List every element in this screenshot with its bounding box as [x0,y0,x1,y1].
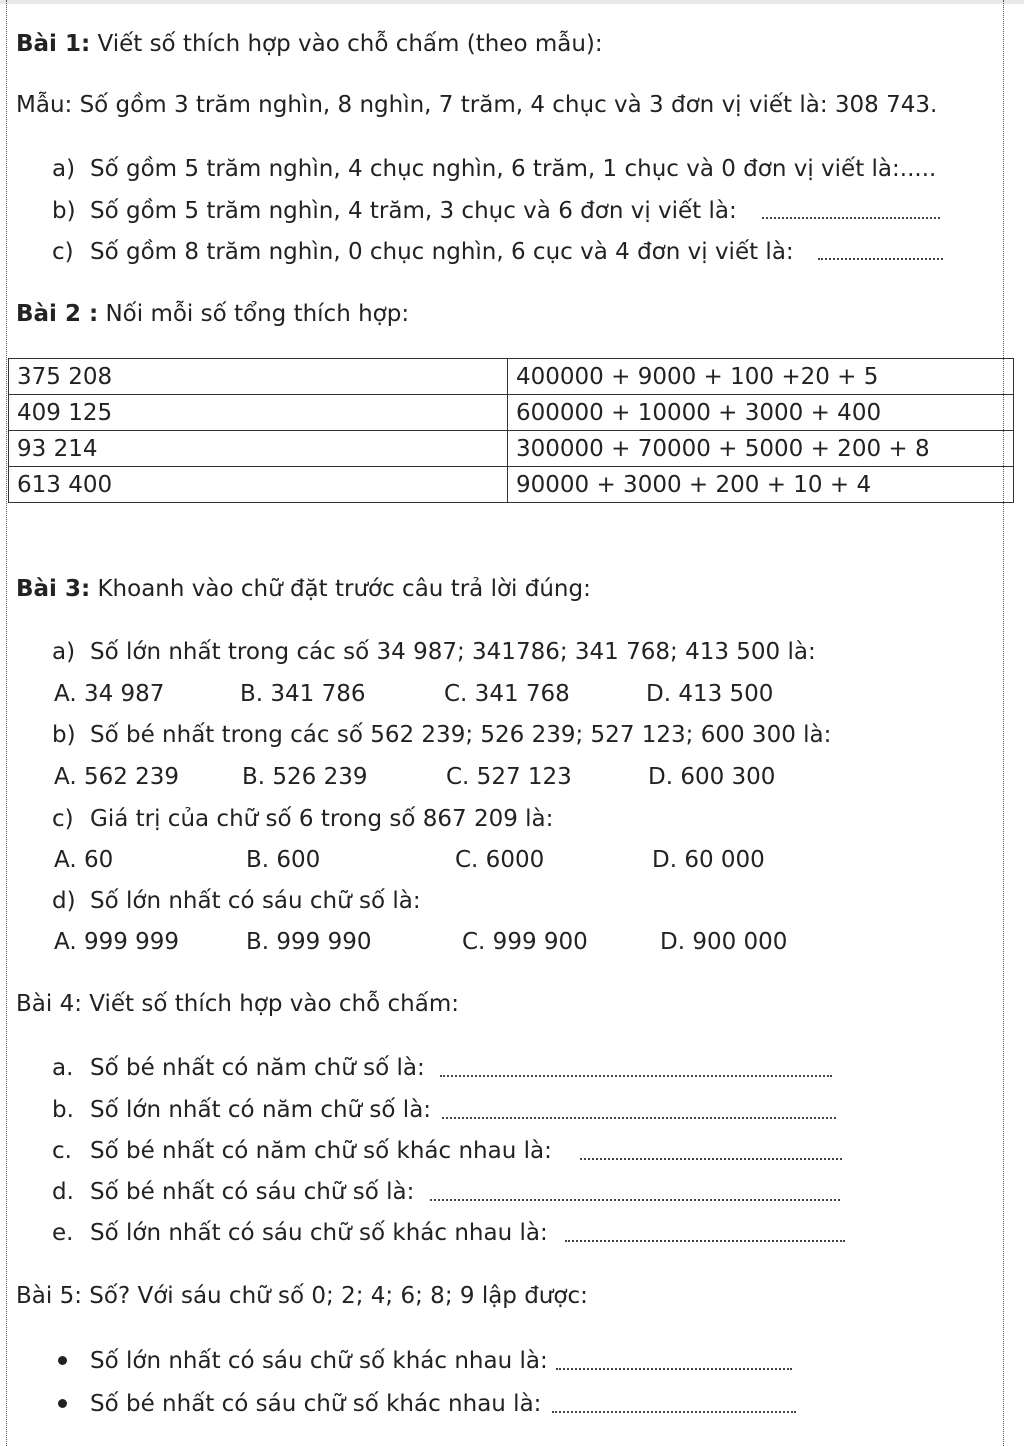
bai3-label: Bài 3: [16,576,91,602]
bullet-icon [58,1356,67,1365]
bai4-item-b-marker: b. [52,1097,74,1123]
bai1-item-a: Số gồm 5 trăm nghìn, 4 chục nghìn, 6 trăm, 1 chục và 0 đơn vị viết là:..... [90,156,937,182]
table-row [9,431,1014,467]
option-a[interactable]: A. 60 [54,847,114,873]
number-cell[interactable]: 409 125 [9,395,508,431]
table-row [9,359,1014,395]
bai4-item-c: Số bé nhất có năm chữ số khác nhau là: [90,1138,552,1164]
sum-cell[interactable]: 300000 + 70000 + 5000 + 200 + 8 [508,431,1014,467]
sum-cell[interactable]: 90000 + 3000 + 200 + 10 + 4 [508,467,1014,503]
bai1-item-c-marker: c) [52,239,74,265]
bai4-heading: Bài 4: Viết số thích hợp vào chỗ chấm: [16,991,459,1017]
option-c[interactable]: C. 527 123 [446,764,572,790]
bai1-item-c: Số gồm 8 trăm nghìn, 0 chục nghìn, 6 cục và 4 đơn vị viết là: [90,239,794,265]
bai3-question-a: Số lớn nhất trong các số 34 987; 341786; 341 768; 413 500 là: [90,639,816,665]
bai1-example: Mẫu: Số gồm 3 trăm nghìn, 8 nghìn, 7 trăm, 4 chục và 3 đơn vị viết là: 308 743. [16,92,938,118]
bai1-item-b: Số gồm 5 trăm nghìn, 4 trăm, 3 chục và 6 đơn vị viết là: [90,198,737,224]
matching-table [8,358,1014,503]
right-margin-line [1003,0,1004,1446]
bai1-heading [16,30,603,58]
bai3-question-b: Số bé nhất trong các số 562 239; 526 239; 527 123; 600 300 là: [90,722,832,748]
option-a[interactable]: A. 999 999 [54,929,180,955]
answer-blank[interactable] [580,1156,842,1160]
bai1-label: Bài 1: [16,31,91,57]
option-b[interactable]: B. 600 [246,847,321,873]
answer-blank[interactable] [552,1409,796,1413]
option-c[interactable]: C. 999 900 [462,929,588,955]
sum-cell[interactable]: 600000 + 10000 + 3000 + 400 [508,395,1014,431]
bai4-item-a-marker: a. [52,1055,74,1081]
option-b[interactable]: B. 341 786 [240,681,366,707]
answer-blank[interactable] [430,1197,840,1201]
answer-blank[interactable] [556,1366,792,1370]
answer-blank[interactable] [442,1115,836,1119]
bai4-item-d-marker: d. [52,1179,74,1205]
bai4-item-e-marker: e. [52,1220,74,1246]
option-d[interactable]: D. 600 300 [648,764,776,790]
number-cell[interactable]: 613 400 [9,467,508,503]
bullet-icon [58,1399,67,1408]
bai3-q-d-marker: d) [52,888,76,914]
bai4-item-c-marker: c. [52,1138,72,1164]
bai3-q-a-marker: a) [52,639,76,665]
number-cell[interactable]: 93 214 [9,431,508,467]
bai4-item-e: Số lớn nhất có sáu chữ số khác nhau là: [90,1220,548,1246]
option-c[interactable]: C. 6000 [455,847,545,873]
bai2-title: Nối mỗi số tổng thích hợp: [105,301,410,327]
option-a[interactable]: A. 34 987 [54,681,165,707]
bai2-label: Bài 2 : [16,301,99,327]
bai1-title: Viết số thích hợp vào chỗ chấm (theo mẫu): [97,31,603,57]
option-a[interactable]: A. 562 239 [54,764,180,790]
bai5-item-2: Số bé nhất có sáu chữ số khác nhau là: [90,1391,542,1417]
option-d[interactable]: D. 900 000 [660,929,788,955]
bai4-item-a: Số bé nhất có năm chữ số là: [90,1055,425,1081]
bai3-heading [16,575,591,603]
answer-blank[interactable] [565,1238,845,1242]
bai4-item-d: Số bé nhất có sáu chữ số là: [90,1179,415,1205]
bai2-heading [16,300,409,328]
answer-blank[interactable] [762,215,940,219]
option-d[interactable]: D. 413 500 [646,681,774,707]
option-c[interactable]: C. 341 768 [444,681,570,707]
bai3-title: Khoanh vào chữ đặt trước câu trả lời đúng: [97,576,591,602]
bai3-question-d: Số lớn nhất có sáu chữ số là: [90,888,421,914]
option-b[interactable]: B. 999 990 [246,929,372,955]
answer-blank[interactable] [818,256,943,260]
table-row [9,467,1014,503]
bai4-item-b: Số lớn nhất có năm chữ số là: [90,1097,432,1123]
table-row [9,395,1014,431]
bai1-item-b-marker: b) [52,198,76,224]
bai1-item-a-marker: a) [52,156,76,182]
bai3-q-b-marker: b) [52,722,76,748]
left-margin-line [6,0,7,1446]
bai5-item-1: Số lớn nhất có sáu chữ số khác nhau là: [90,1348,548,1374]
bai3-question-c: Giá trị của chữ số 6 trong số 867 209 là: [90,806,554,832]
page-top-edge [0,0,1024,4]
option-d[interactable]: D. 60 000 [652,847,765,873]
sum-cell[interactable]: 400000 + 9000 + 100 +20 + 5 [508,359,1014,395]
number-cell[interactable]: 375 208 [9,359,508,395]
bai5-heading: Bài 5: Số? Với sáu chữ số 0; 2; 4; 6; 8; 9 lập được: [16,1283,588,1309]
answer-blank[interactable] [440,1073,832,1077]
option-b[interactable]: B. 526 239 [242,764,368,790]
bai3-q-c-marker: c) [52,806,74,832]
